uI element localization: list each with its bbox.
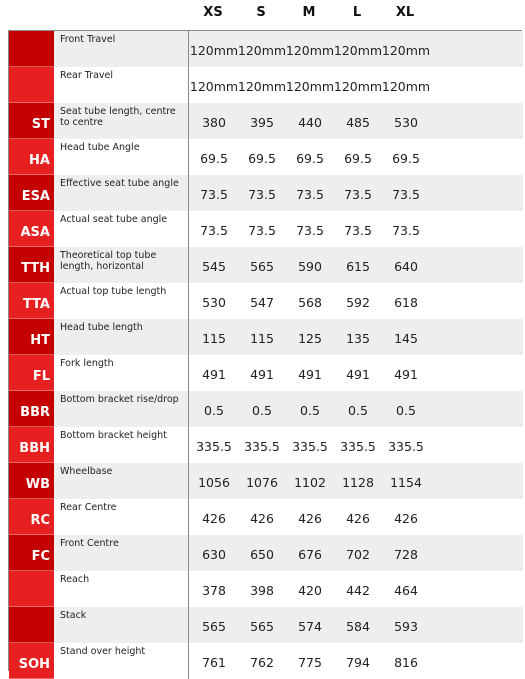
value-cell-m: 0.5 bbox=[300, 402, 320, 418]
value-cell-m: 426 bbox=[298, 510, 322, 526]
value-cell-xs: 1056 bbox=[198, 474, 230, 490]
value-cell-xl: 73.5 bbox=[392, 222, 420, 238]
size-header-xs: XS bbox=[203, 5, 223, 20]
row-label: Actual top tube length bbox=[54, 283, 189, 319]
value-cell-m: 420 bbox=[298, 582, 322, 598]
value-cell-l: 135 bbox=[346, 330, 370, 346]
row-code-badge bbox=[9, 607, 54, 643]
value-cell-m: 73.5 bbox=[296, 186, 324, 202]
row-code-badge: TTH bbox=[9, 247, 54, 283]
value-cell-m: 1102 bbox=[294, 474, 326, 490]
size-header-l: L bbox=[352, 5, 362, 20]
table-row bbox=[9, 247, 523, 283]
value-cell-xs: 630 bbox=[202, 546, 226, 562]
value-cell-xs: 380 bbox=[202, 114, 226, 130]
value-cell-s: 73.5 bbox=[248, 222, 276, 238]
table-row bbox=[9, 67, 523, 103]
value-cell-xl: 120mm bbox=[381, 42, 431, 58]
row-code-badge: HT bbox=[9, 319, 54, 355]
size-header-s: S bbox=[256, 5, 266, 20]
table-row bbox=[9, 427, 523, 463]
table-row bbox=[9, 643, 523, 679]
row-values bbox=[189, 31, 523, 67]
row-label: Front Centre bbox=[54, 535, 189, 571]
row-values bbox=[189, 319, 523, 355]
value-cell-xs: 69.5 bbox=[200, 150, 228, 166]
value-cell-m: 491 bbox=[298, 366, 322, 382]
size-header-xl: XL bbox=[395, 5, 415, 20]
value-cell-xl: 593 bbox=[394, 618, 418, 634]
row-label: Front Travel bbox=[54, 31, 189, 67]
value-cell-xs: 0.5 bbox=[204, 402, 224, 418]
value-cell-m: 120mm bbox=[285, 78, 335, 94]
value-cell-xl: 145 bbox=[394, 330, 418, 346]
row-values bbox=[189, 139, 523, 175]
value-cell-l: 592 bbox=[346, 294, 370, 310]
value-cell-xs: 491 bbox=[202, 366, 226, 382]
table-row bbox=[9, 355, 523, 391]
value-cell-m: 775 bbox=[298, 654, 322, 670]
row-label: Stack bbox=[54, 607, 189, 643]
value-cell-s: 73.5 bbox=[248, 186, 276, 202]
row-values bbox=[189, 571, 523, 607]
row-label: Head tube Angle bbox=[54, 139, 189, 175]
value-cell-l: 73.5 bbox=[344, 186, 372, 202]
row-label: Rear Centre bbox=[54, 499, 189, 535]
value-cell-l: 794 bbox=[346, 654, 370, 670]
value-cell-l: 702 bbox=[346, 546, 370, 562]
table-row bbox=[9, 463, 523, 499]
value-cell-s: 565 bbox=[250, 618, 274, 634]
value-cell-l: 120mm bbox=[333, 78, 383, 94]
value-cell-m: 73.5 bbox=[296, 222, 324, 238]
row-code-badge bbox=[9, 31, 54, 67]
size-header bbox=[0, 0, 525, 30]
value-cell-xl: 816 bbox=[394, 654, 418, 670]
table-row bbox=[9, 211, 523, 247]
row-values bbox=[189, 463, 523, 499]
value-cell-l: 615 bbox=[346, 258, 370, 274]
value-cell-xs: 761 bbox=[202, 654, 226, 670]
value-cell-l: 426 bbox=[346, 510, 370, 526]
row-values bbox=[189, 103, 523, 139]
table-row bbox=[9, 535, 523, 571]
table-row bbox=[9, 175, 523, 211]
value-cell-s: 565 bbox=[250, 258, 274, 274]
row-label: Effective seat tube angle bbox=[54, 175, 189, 211]
value-cell-s: 115 bbox=[250, 330, 274, 346]
value-cell-s: 69.5 bbox=[248, 150, 276, 166]
row-code-badge: TTA bbox=[9, 283, 54, 319]
table-row bbox=[9, 283, 523, 319]
value-cell-s: 120mm bbox=[237, 78, 287, 94]
value-cell-xl: 426 bbox=[394, 510, 418, 526]
value-cell-s: 1076 bbox=[246, 474, 278, 490]
row-code-badge: BBH bbox=[9, 427, 54, 463]
row-values bbox=[189, 427, 523, 463]
row-label: Seat tube length, centre to centre bbox=[54, 103, 189, 139]
row-values bbox=[189, 175, 523, 211]
row-label: Rear Travel bbox=[54, 67, 189, 103]
row-label: Bottom bracket height bbox=[54, 427, 189, 463]
geometry-table bbox=[8, 30, 522, 671]
row-label: Reach bbox=[54, 571, 189, 607]
row-code-badge: ESA bbox=[9, 175, 54, 211]
value-cell-xl: 73.5 bbox=[392, 186, 420, 202]
value-cell-m: 574 bbox=[298, 618, 322, 634]
row-values bbox=[189, 211, 523, 247]
value-cell-xs: 565 bbox=[202, 618, 226, 634]
value-cell-xl: 335.5 bbox=[388, 438, 424, 454]
row-label: Bottom bracket rise/drop bbox=[54, 391, 189, 427]
value-cell-m: 69.5 bbox=[296, 150, 324, 166]
value-cell-m: 440 bbox=[298, 114, 322, 130]
row-label: Fork length bbox=[54, 355, 189, 391]
row-label: Wheelbase bbox=[54, 463, 189, 499]
row-values bbox=[189, 391, 523, 427]
value-cell-s: 0.5 bbox=[252, 402, 272, 418]
row-values bbox=[189, 67, 523, 103]
row-code-badge: RC bbox=[9, 499, 54, 535]
row-values bbox=[189, 283, 523, 319]
row-values bbox=[189, 499, 523, 535]
row-code-badge: SOH bbox=[9, 643, 54, 679]
value-cell-s: 398 bbox=[250, 582, 274, 598]
value-cell-s: 762 bbox=[250, 654, 274, 670]
row-label: Head tube length bbox=[54, 319, 189, 355]
row-code-badge bbox=[9, 571, 54, 607]
size-header-m: M bbox=[302, 5, 316, 20]
row-label: Actual seat tube angle bbox=[54, 211, 189, 247]
row-values bbox=[189, 355, 523, 391]
value-cell-xl: 0.5 bbox=[396, 402, 416, 418]
value-cell-l: 69.5 bbox=[344, 150, 372, 166]
value-cell-xl: 530 bbox=[394, 114, 418, 130]
value-cell-s: 120mm bbox=[237, 42, 287, 58]
value-cell-xl: 69.5 bbox=[392, 150, 420, 166]
row-label: Theoretical top tube length, horizontal bbox=[54, 247, 189, 283]
value-cell-m: 676 bbox=[298, 546, 322, 562]
table-row bbox=[9, 31, 523, 67]
value-cell-xl: 491 bbox=[394, 366, 418, 382]
table-row bbox=[9, 607, 523, 643]
row-code-badge bbox=[9, 67, 54, 103]
value-cell-s: 650 bbox=[250, 546, 274, 562]
value-cell-xs: 335.5 bbox=[196, 438, 232, 454]
value-cell-m: 590 bbox=[298, 258, 322, 274]
value-cell-l: 485 bbox=[346, 114, 370, 130]
value-cell-l: 442 bbox=[346, 582, 370, 598]
value-cell-xl: 618 bbox=[394, 294, 418, 310]
table-row bbox=[9, 571, 523, 607]
row-code-badge: ASA bbox=[9, 211, 54, 247]
table-row bbox=[9, 139, 523, 175]
value-cell-m: 335.5 bbox=[292, 438, 328, 454]
table-row bbox=[9, 391, 523, 427]
value-cell-xs: 530 bbox=[202, 294, 226, 310]
value-cell-xs: 115 bbox=[202, 330, 226, 346]
value-cell-m: 120mm bbox=[285, 42, 335, 58]
value-cell-l: 73.5 bbox=[344, 222, 372, 238]
table-row bbox=[9, 499, 523, 535]
value-cell-l: 0.5 bbox=[348, 402, 368, 418]
value-cell-s: 426 bbox=[250, 510, 274, 526]
value-cell-l: 1128 bbox=[342, 474, 374, 490]
value-cell-xl: 1154 bbox=[390, 474, 422, 490]
value-cell-xs: 545 bbox=[202, 258, 226, 274]
row-values bbox=[189, 643, 523, 679]
row-code-badge: WB bbox=[9, 463, 54, 499]
row-code-badge: FC bbox=[9, 535, 54, 571]
row-label: Stand over height bbox=[54, 643, 189, 679]
row-code-badge: HA bbox=[9, 139, 54, 175]
value-cell-xs: 120mm bbox=[189, 42, 239, 58]
row-values bbox=[189, 607, 523, 643]
value-cell-xs: 73.5 bbox=[200, 222, 228, 238]
row-code-badge: FL bbox=[9, 355, 54, 391]
value-cell-s: 335.5 bbox=[244, 438, 280, 454]
value-cell-m: 125 bbox=[298, 330, 322, 346]
value-cell-xs: 378 bbox=[202, 582, 226, 598]
value-cell-l: 335.5 bbox=[340, 438, 376, 454]
row-code-badge: ST bbox=[9, 103, 54, 139]
row-values bbox=[189, 535, 523, 571]
row-values bbox=[189, 247, 523, 283]
value-cell-xl: 728 bbox=[394, 546, 418, 562]
value-cell-xl: 640 bbox=[394, 258, 418, 274]
value-cell-xs: 120mm bbox=[189, 78, 239, 94]
row-code-badge: BBR bbox=[9, 391, 54, 427]
value-cell-xl: 464 bbox=[394, 582, 418, 598]
value-cell-xs: 426 bbox=[202, 510, 226, 526]
value-cell-xs: 73.5 bbox=[200, 186, 228, 202]
value-cell-s: 491 bbox=[250, 366, 274, 382]
table-row bbox=[9, 103, 523, 139]
value-cell-l: 120mm bbox=[333, 42, 383, 58]
value-cell-s: 547 bbox=[250, 294, 274, 310]
value-cell-s: 395 bbox=[250, 114, 274, 130]
value-cell-xl: 120mm bbox=[381, 78, 431, 94]
value-cell-l: 491 bbox=[346, 366, 370, 382]
table-row bbox=[9, 319, 523, 355]
value-cell-l: 584 bbox=[346, 618, 370, 634]
value-cell-m: 568 bbox=[298, 294, 322, 310]
